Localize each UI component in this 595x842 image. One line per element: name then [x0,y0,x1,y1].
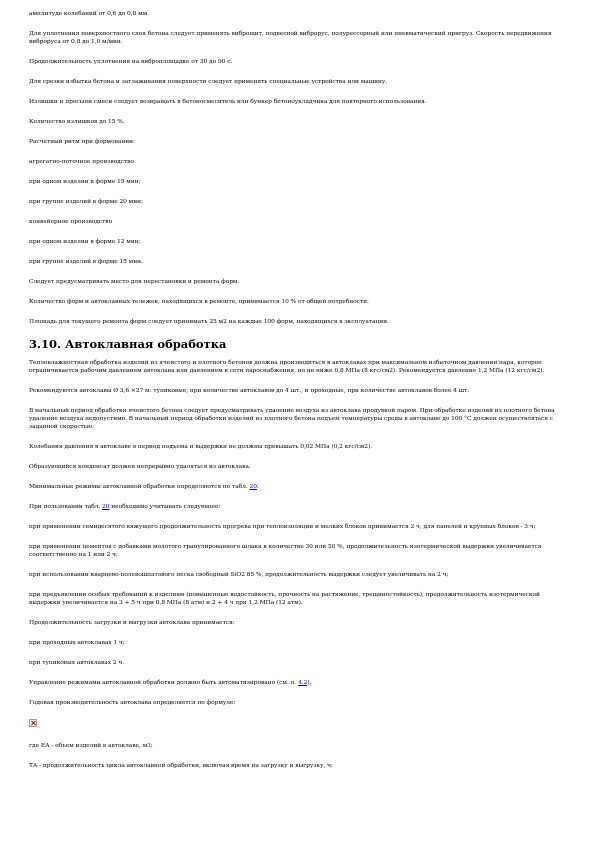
paragraph: при группе изделий в форме 15 мин. [29,259,143,265]
paragraph: при тупиковых автоклавах 2 ч. [29,660,125,666]
paragraph-text: необходимо учитывать следующее: [109,504,221,510]
paragraph [29,483,571,491]
paragraph: Количество излишков до 15 %. [29,119,125,125]
paragraph: Образующийся конденсат должен непрерывно удаляться из автоклава. [29,464,251,470]
paragraph [29,679,571,687]
paragraph: агрегатно-поточное производство [29,159,134,165]
paragraph: конвейерное производство [29,219,113,225]
paragraph: при одном изделии в форме 12 мин; [29,239,141,245]
paragraph: Следует предусматривать место для перестановки и ремонта форм. [29,279,240,285]
table-20-link[interactable]: 20 [102,504,110,510]
paragraph-text: Минимальные режимы автоклавной обработки определяются по табл. [29,484,250,490]
paragraph [29,503,571,511]
paragraph: при применении цементов с добавками молотого гранулированного шлака в количестве 30 или 50 %, продолжительность изотермической выдержки увеличивается соответственно на 1 или 2 ч; [29,544,542,558]
paragraph: Расчетный ритм при формовании: [29,139,135,145]
section-4-2-link[interactable]: 4.2 [298,680,308,686]
paragraph-text: При пользовании табл. [29,504,103,510]
paragraph: ТА - продолжительность цикла автоклавной обработки, включая время на загрузку и выгрузку, ч; [29,763,333,769]
paragraph: Продолжительность загрузки и выгрузки автоклава принимается: [29,620,235,626]
paragraph: Излишки и просыпи смеси следует возвращать в бетоносмеситель или бункер бетоноукладчика для повторного использования. [29,99,427,105]
paragraph: Продолжительность уплотнения на виброплощадке от 30 до 90 с. [29,59,233,65]
paragraph: Площадь для текущего ремонта форм следует принимать 25 м2 на каждые 100 форм, находящихся в эксплуатации. [29,319,389,325]
paragraph: Годовая производительность автоклава определяется по формуле: [29,700,236,706]
paragraph-text: Управление режимами автоклавной обработки должно быть автоматизировано (см. п. [29,680,299,686]
paragraph: В начальный период обработки ячеистого бетона следует предусматривать удаление воздуха из автоклава продувкой паром. При обработке изделий из плотного бетона удаление воздуха недопустимо. В начальный период обработки изделий из плотного бетона подъем температуры среды в автоклаве до 100 °С должен осуществляться с заданной скоростью. [29,408,555,430]
paragraph: Для срезки избытка бетона и заглаживания поверхности следует применять специальные устройства или машину. [29,79,388,85]
paragraph-text: ). [307,680,312,686]
paragraph: Для уплотнения поверхностного слоя бетона следует применять виброщит, подвесной виброрус, полурессорный или пневматический пригруз. Скорость передвижения виброруса от 0,8 до 1,0 м/мин. [29,31,552,45]
paragraph: при предъявлении особых требований к изделиям (повышенные водостойкость, прочность на растяжение, трещиностойкость), продолжительность изотермической выдержки увеличивается на 3 + 5 ч при 0,8 МПа (8 атм) и 2 + 4 ч при 1,2 МПа (12 атм). [29,592,540,606]
broken-image-icon [29,719,37,727]
paragraph: Колебания давления в автоклаве в период подъема и выдержки не должны превышать 0,02 МПа (0,2 кгс/см2). [29,444,373,450]
paragraph: Количество форм и автоклавных тележек, находящихся в ремонте, принимается 10 % от общей потребности. [29,299,369,305]
paragraph: при использовании кварцево-полевошпатового песка свободный SiO2 85 %, продолжительность выдержки следует увеличивать на 2 ч; [29,572,449,578]
formula-image [29,719,571,730]
paragraph: при одном изделии в форме 15 мин; [29,179,141,185]
table-20-link[interactable]: 20 [249,484,257,490]
paragraph: при группе изделий в форме 20 мин; [29,199,143,205]
paragraph: при применении семидесятого вяжущего продолжительность прогрева при теплоизоляции и мелких блоков принимается 2 ч, для панелей и крупных блоков - 3 ч; [29,524,536,530]
paragraph: Рекомендуются автоклавы Ø 3,6 ×27 м: тупиковые, при количестве автоклавов до 4 шт., и проходные, при количестве автоклавов более 4 шт. [29,388,470,394]
section-heading: 3.10. Автоклавная обработка [29,337,227,351]
paragraph: амплитуде колебаний от 0,6 до 0,8 мм. [29,11,149,17]
paragraph-text: . [256,484,259,490]
paragraph: при проходных автоклавах 1 ч; [29,640,125,646]
paragraph: где ЕА - объем изделий в автоклаве, м3; [29,743,153,749]
paragraph: Тепловлажностная обработка изделий из ячеистого и плотного бетонов должна производиться в автоклавах при максимальном избыточном давлении пара, которое ограничивается рабочим давлением автоклава или давлением в сети пароснабжения, но не ниже 0,8 МПа (8 кгс/см2). Рекомендуется давление 1,2 МПа (12 кгс/см2). [29,360,545,374]
